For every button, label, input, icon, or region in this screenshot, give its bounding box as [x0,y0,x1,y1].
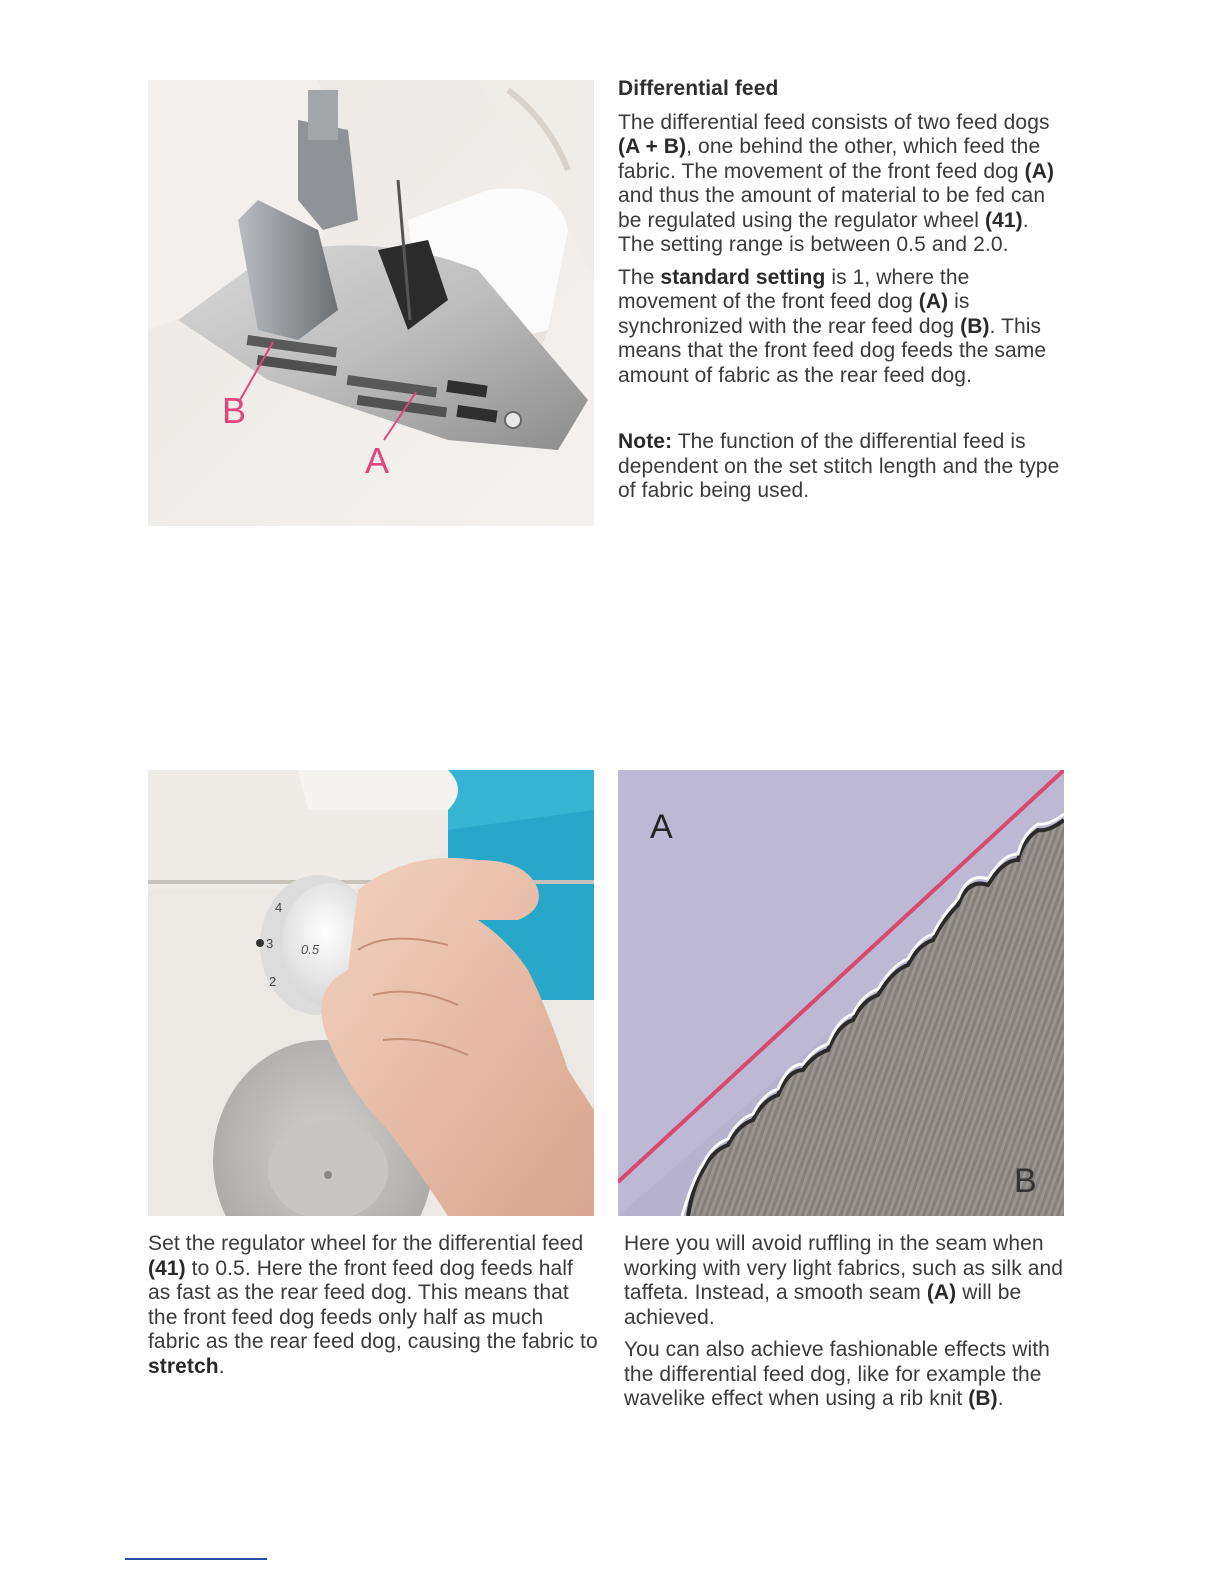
fabric-samples-photo [618,770,1064,1216]
paragraph-note [618,430,1068,504]
caption-fabric-samples [624,1232,1074,1420]
ref-b: (B) [960,314,990,338]
caption-paragraph-rib-knit [624,1338,1074,1412]
ref-b: (B) [968,1387,998,1410]
regulator-wheel-photo [148,770,594,1216]
text-run: The function of the differential feed is dependent on the set stitch length and the type of fabric being used. [618,430,1060,502]
feed-dog-label-b: B [222,390,247,431]
text-run: Set the regulator wheel for the differential feed [148,1232,584,1255]
text-run: to 0.5. Here the front feed dog feeds half as fast as the rear feed dog. This means that the front feed dog feeds only half as much fabric as the rear feed dog, causing the fabric to [148,1256,598,1353]
text-run: You can also achieve fashionable effects with the differential feed dog, like for example the wavelike effect when using a rib knit [624,1338,1050,1410]
dial-number-4: 4 [275,900,283,915]
paragraph-intro [618,111,1068,258]
text-run: . The setting range is between 0.5 and 2.0. [618,208,1029,256]
caption-regulator-wheel [148,1232,598,1387]
dial-number-3: 3 [266,936,274,951]
ref-a: (A) [918,290,949,313]
rib-knit-label-b: B [1014,1162,1037,1200]
dial-number-2: 2 [269,974,277,989]
feed-dog-photo [148,80,594,526]
ref-41: (41) [984,208,1023,232]
smooth-seam-label-a: A [650,808,673,846]
emphasis-stretch: stretch [148,1354,219,1378]
text-run: will be achieved. [624,1281,1022,1329]
text-run: Here you will avoid ruffling in the seam when working with very light fabrics, such as silk and taffeta. Instead, a smooth seam [624,1232,1064,1304]
footer-rule [125,1558,267,1560]
feed-dog-label-a: A [365,440,390,481]
regulator-wheel-illustration [148,770,594,1216]
text-run: is synchronized with the rear feed dog [618,290,970,338]
emphasis-standard-setting: standard setting [660,265,826,289]
text-run: The differential feed consists of two feed dogs [618,110,1050,134]
text-run: . This means that the front feed dog feeds the same amount of fabric as the rear feed dog. [618,314,1047,387]
differential-feed-section [618,77,1068,512]
text-run: The [618,265,661,289]
fabric-samples-illustration [618,770,1064,1216]
caption-paragraph-smooth-seam [624,1232,1074,1330]
ref-a: (A) [926,1281,957,1304]
text-run: , one behind the other, which feed the fabric. The movement of the front feed dog [618,135,1041,183]
caption-paragraph [148,1232,598,1379]
text-run: . [218,1354,225,1378]
ref-41: (41) [148,1256,186,1280]
dial-number-0-5: 0.5 [301,942,320,957]
text-run: and thus the amount of material to be fed can be regulated using the regulator wheel [618,184,1046,232]
section-heading: Differential feed [618,77,779,100]
ref-a: (A) [1024,159,1055,183]
text-run: is 1, where the movement of the front feed dog [618,265,970,313]
paragraph-standard-setting [618,266,1068,389]
note-label: Note: [618,430,673,453]
ref-a-b: (A + B) [618,135,687,158]
text-run: . [997,1387,1004,1410]
